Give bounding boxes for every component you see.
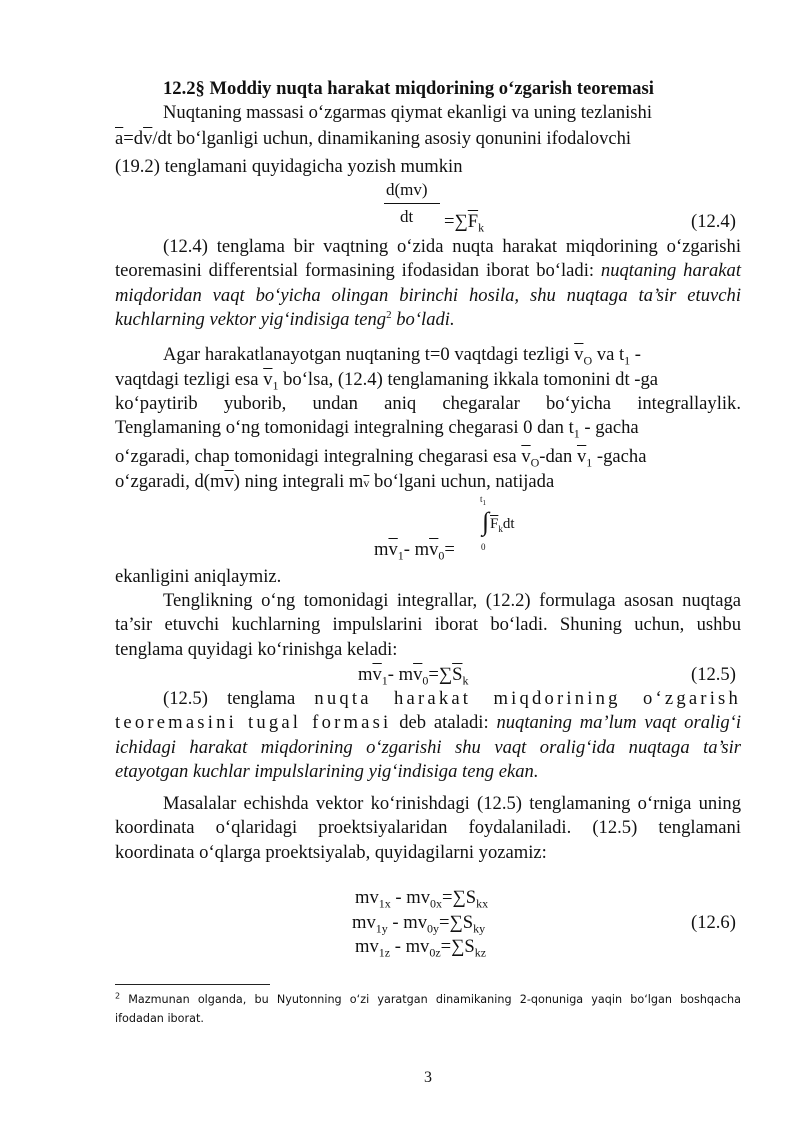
t1-sub: 1 xyxy=(624,353,631,368)
eq126-r2-c: =∑S xyxy=(439,912,474,933)
eq126-r2-a: mv xyxy=(352,912,376,933)
eq125-sub1: 1 xyxy=(381,673,388,688)
p3-l2a: vaqtdagi tezligi esa xyxy=(115,369,264,390)
eq125-v1: $\overline{v}$ xyxy=(372,664,382,685)
eq126-r3-c: =∑S xyxy=(440,936,475,957)
p2-italic: nuqtaning harakat miqdoridan vaqt bo‘yicha olingan birinchi hosila, shu nuqtaga ta’sir etuvchi kuchlarning vektor yig‘indisiga teng xyxy=(115,260,741,331)
eq126-r1-c: =∑S xyxy=(442,887,477,908)
p3-l1a: Agar harakatlanayotgan nuqtaning t=0 vaqtdagi tezligi xyxy=(163,344,575,365)
p3-l6c: bo‘lgani uchun, natijada xyxy=(369,471,555,492)
p1-line3: (19.2) tenglamani quyidagicha yozish mumkin xyxy=(115,156,463,177)
p3-line3: ko‘paytirib yuborib, undan aniq chegaralar bo‘yicha integrallaylik. xyxy=(115,393,741,414)
eq126-r1-s2: 0x xyxy=(430,896,443,911)
p3-v0-sub: O xyxy=(530,455,540,470)
eq126-r1-s1: 1x xyxy=(378,896,391,911)
eq-d: =d xyxy=(123,128,144,149)
eq124-numerator xyxy=(386,178,428,202)
footnote-text: Mazmunan olganda, bu Nyutonning o‘zi yaratgan dinamikaning 2-qonuniga yaqin bo‘lgan boshqacha ifodadan iborat. xyxy=(115,993,741,1025)
eq124-rhs xyxy=(444,210,484,234)
eq125-k: k xyxy=(462,673,469,688)
sigma-symbol: =∑ xyxy=(444,211,468,232)
lhs-sub1: 1 xyxy=(397,548,404,563)
p7: Masalalar echishda vektor ko‘rinishdagi (12.5) tenglamaning o‘rniga uning koordinata o‘qlaridagi proektsiyalaridan foydalaniladi. (12.5) tenglamani koordinata o‘qlarga proektsiyalab, quyidagilarni yozamiz: xyxy=(115,793,741,863)
p3-l6a: o‘zgaradi, d(m xyxy=(115,471,225,492)
p2-text: (12.4) tenglama bir vaqtning o‘zida nuqta harakat miqdorining o‘zgarishi teoremasini differentsial formasining ifodasidan iborat bo‘ladi: xyxy=(115,236,741,282)
eq126-r3-b: - mv xyxy=(390,936,430,957)
lhs-eq: = xyxy=(444,539,455,560)
p3-line2 xyxy=(115,368,658,392)
p3-l1c: - xyxy=(630,344,641,365)
p3-l4b: - gacha xyxy=(579,417,639,438)
section-title: 12.2§ Moddiy nuqta harakat miqdorining o‘zgarish teoremasi xyxy=(163,78,654,99)
eq126-r3-s1: 1z xyxy=(378,945,391,960)
p6-spaced: nuqta harakat miqdorining o‘zgarish teoremasini tugal formasi xyxy=(115,688,741,734)
integrand xyxy=(490,512,515,536)
eq125-sub0: 0 xyxy=(422,673,429,688)
footnote-divider xyxy=(115,984,270,985)
eq126-r3-s3: kz xyxy=(474,945,487,960)
eq126-r2-s3: ky xyxy=(473,921,486,936)
p6 xyxy=(115,687,741,785)
p3-l5a: o‘zgaradi, chap tomonidagi integralning chegarasi esa xyxy=(115,446,522,467)
eq124-tag: (12.4) xyxy=(691,211,736,232)
p6-italic: nuqtaning ma’lum vaqt oralig‘i ichidagi harakat miqdorining o‘zgarishi shu vaqt oralig‘ida nuqtaga ta’sir etayotgan kuchlar impulslarining yig‘indisiga teng ekan. xyxy=(115,712,741,783)
integrand-dt: dt xyxy=(502,516,515,532)
p3-line1 xyxy=(163,343,641,367)
eq125-m1: m xyxy=(358,664,373,685)
eq124-numerator-text: d(mv) xyxy=(386,180,428,199)
eq126-r2-s1: 1y xyxy=(375,921,388,936)
eq126-row-2 xyxy=(352,911,485,935)
p3-l4a: Tenglamaning o‘ng tomonidagi integralning chegarasi 0 dan t xyxy=(115,417,574,438)
p2 xyxy=(115,235,741,333)
acceleration-symbol: $\overline{a}$ xyxy=(115,128,124,149)
p3-l6-v2: $\overline{v}$ xyxy=(363,476,370,490)
p1-line2-rest: /dt bo‘lganligi uchun, dinamikaning asosiy qonunini ifodalovchi xyxy=(152,128,632,149)
v0-sub: O xyxy=(583,353,593,368)
p3-l4sub: 1 xyxy=(573,426,580,441)
p3-l1b: va t xyxy=(592,344,625,365)
p1-line2 xyxy=(115,127,631,151)
p3-v0: $\overline{v}$ xyxy=(521,446,531,467)
lhs-v1: $\overline{v}$ xyxy=(388,539,398,560)
p5: Tenglikning o‘ng tomonidagi integrallar, (12.2) formulaga asosan nuqtaga ta’sir etuvchi kuchlarning impulslarini iborat bo‘ladi. Shuning uchun, ushbu tenglama quyidagi ko‘rinishga keladi: xyxy=(115,590,741,660)
eq126-r2-b: - mv xyxy=(387,912,428,933)
eq126-r3-s2: 0z xyxy=(429,945,441,960)
p6-b: deb ataladi: xyxy=(391,712,497,734)
p3-line4 xyxy=(115,416,639,440)
eq125-v0: $\overline{v}$ xyxy=(413,664,423,685)
footnote-number: 2 xyxy=(115,991,121,1001)
integral-upper-limit xyxy=(480,494,487,507)
p3-l2b: bo‘lsa, (12.4) tenglamaning ikkala tomonini dt -ga xyxy=(278,369,659,390)
eq126-r1-s3: kx xyxy=(476,896,489,911)
p3-l6-v: $\overline{v}$ xyxy=(224,471,234,492)
eq125-eq: =∑ xyxy=(428,664,453,685)
eq124-denominator: dt xyxy=(400,207,414,226)
force-symbol: $\overline{F}$ xyxy=(467,211,479,232)
integral-lhs xyxy=(374,538,455,562)
index-k: k xyxy=(478,220,485,235)
integral-sign: ∫ xyxy=(482,507,490,536)
integral-lower-limit: 0 xyxy=(481,542,486,552)
eq126-r1-a: mv xyxy=(355,887,379,908)
eq125-tag: (12.5) xyxy=(691,664,736,685)
footnote xyxy=(115,990,741,1028)
p2-italic-end: bo‘ladi. xyxy=(391,309,455,331)
integrand-k: k xyxy=(498,524,503,534)
p3-l5c: -gacha xyxy=(592,446,647,467)
p3-l6b: ) ning integrali m xyxy=(233,471,364,492)
lhs-sub0: 0 xyxy=(438,548,445,563)
p1-line1: Nuqtaning massasi o‘zgarmas qiymat ekanligi va uning tezlanishi xyxy=(163,102,653,123)
p3-l5b: -dan xyxy=(539,446,577,467)
footnote-ref: 2 xyxy=(386,309,392,322)
p3-line6 xyxy=(115,470,554,495)
eq126-r2-s2: 0y xyxy=(427,921,440,936)
v0-symbol: $\overline{v}$ xyxy=(574,344,584,365)
p4: ekanligini aniqlaymiz. xyxy=(115,566,282,587)
lhs-v0: $\overline{v}$ xyxy=(429,539,439,560)
p3-line5 xyxy=(115,445,646,469)
lhs-m1: m xyxy=(374,539,389,560)
fraction-bar xyxy=(384,203,440,204)
p3-v1: $\overline{v}$ xyxy=(576,446,587,467)
integrand-force: $\overline{F}$ xyxy=(490,516,499,532)
eq126-row-1 xyxy=(355,886,488,910)
p6-a: (12.5) tenglama xyxy=(163,688,315,709)
eq126-tag: (12.6) xyxy=(691,912,736,933)
page-number: 3 xyxy=(424,1069,432,1086)
eq125 xyxy=(358,663,468,687)
eq126-r1-b: - mv xyxy=(390,887,431,908)
eq126-row-3 xyxy=(355,935,486,959)
eq125-S: $\overline{S}$ xyxy=(452,664,463,685)
upper-t: t xyxy=(480,494,483,504)
upper-sub: 1 xyxy=(482,498,487,507)
eq126-r3-a: mv xyxy=(355,936,379,957)
p3-v1-sub: 1 xyxy=(586,455,593,470)
lhs-minus: - m xyxy=(403,539,430,560)
v1-sub: 1 xyxy=(272,378,279,393)
eq125-minus: - m xyxy=(387,664,414,685)
v1-symbol: $\overline{v}$ xyxy=(263,369,273,390)
velocity-symbol: $\overline{v}$ xyxy=(143,128,153,149)
